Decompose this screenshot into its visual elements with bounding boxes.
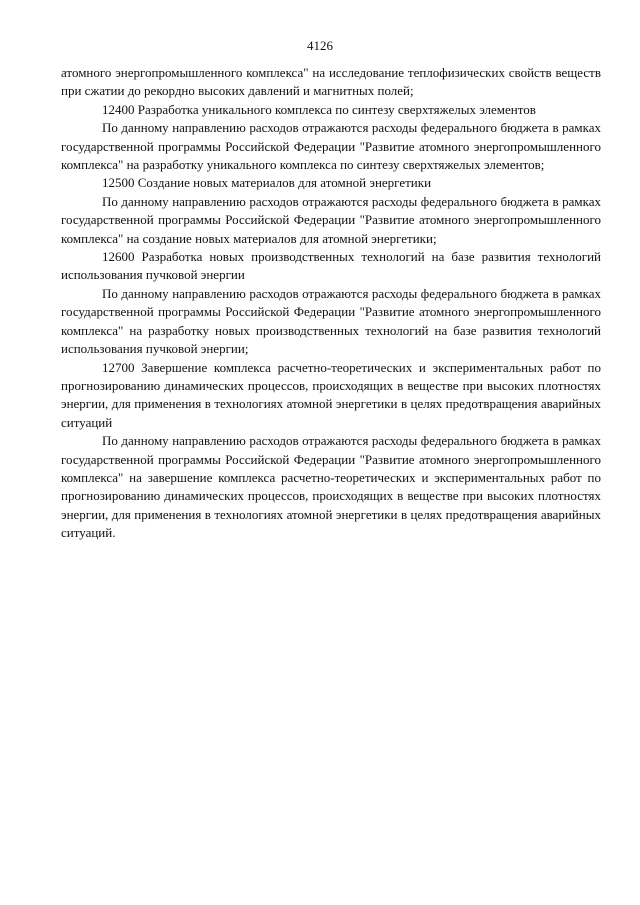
section-heading-12400: 12400 Разработка уникального комплекса по синтезу сверхтяжелых элементов xyxy=(102,101,536,117)
paragraph-12500-description: По данному направлению расходов отражаются расходы федерального бюджета в рамках государственной программы Российской Федерации "Развитие атомного энергопромышленного комплекса" на создание новых материалов для атомной энергетики; xyxy=(61,193,601,246)
paragraph-12600-description: По данному направлению расходов отражаются расходы федерального бюджета в рамках государственной программы Российской Федерации "Развитие атомного энергопромышленного комплекса" на разработку новых производственных технологий на базе развития технологий использования пучковой энергии; xyxy=(61,285,601,357)
section-heading-12700: 12700 Завершение комплекса расчетно-теоретических и экспериментальных работ по прогнозированию динамических процессов, происходящих в веществе при высоких плотностях энергии, для применения в технологиях атомной энергетики в целях предотвращения аварийных ситуаций xyxy=(61,359,601,430)
paragraph-12700-description: По данному направлению расходов отражаются расходы федерального бюджета в рамках государственной программы Российской Федерации "Развитие атомного энергопромышленного комплекса" на завершение комплекса расчетно-теоретических и экспериментальных работ по прогнозированию динамических процессов, происходящих в веществе при высоких плотностях энергии, для применения в технологиях атомной энергетики в целях предотвращения аварийных ситуаций. xyxy=(61,433,601,541)
paragraph-12400-description: По данному направлению расходов отражаются расходы федерального бюджета в рамках государственной программы Российской Федерации "Развитие атомного энергопромышленного комплекса" на разработку уникального комплекса по синтезу сверхтяжелых элементов; xyxy=(61,120,601,173)
section-heading-12600: 12600 Разработка новых производственных технологий на базе развития технологий использования пучковой энергии xyxy=(61,249,601,283)
section-heading-12500: 12500 Создание новых материалов для атомной энергетики xyxy=(102,175,432,191)
paragraph-continuation: атомного энергопромышленного комплекса" на исследование теплофизических свойств веществ при сжатии до рекордно высоких давлений и магнитных полей; xyxy=(61,65,601,99)
document-body xyxy=(61,64,601,543)
page-number: 4126 xyxy=(307,38,333,53)
